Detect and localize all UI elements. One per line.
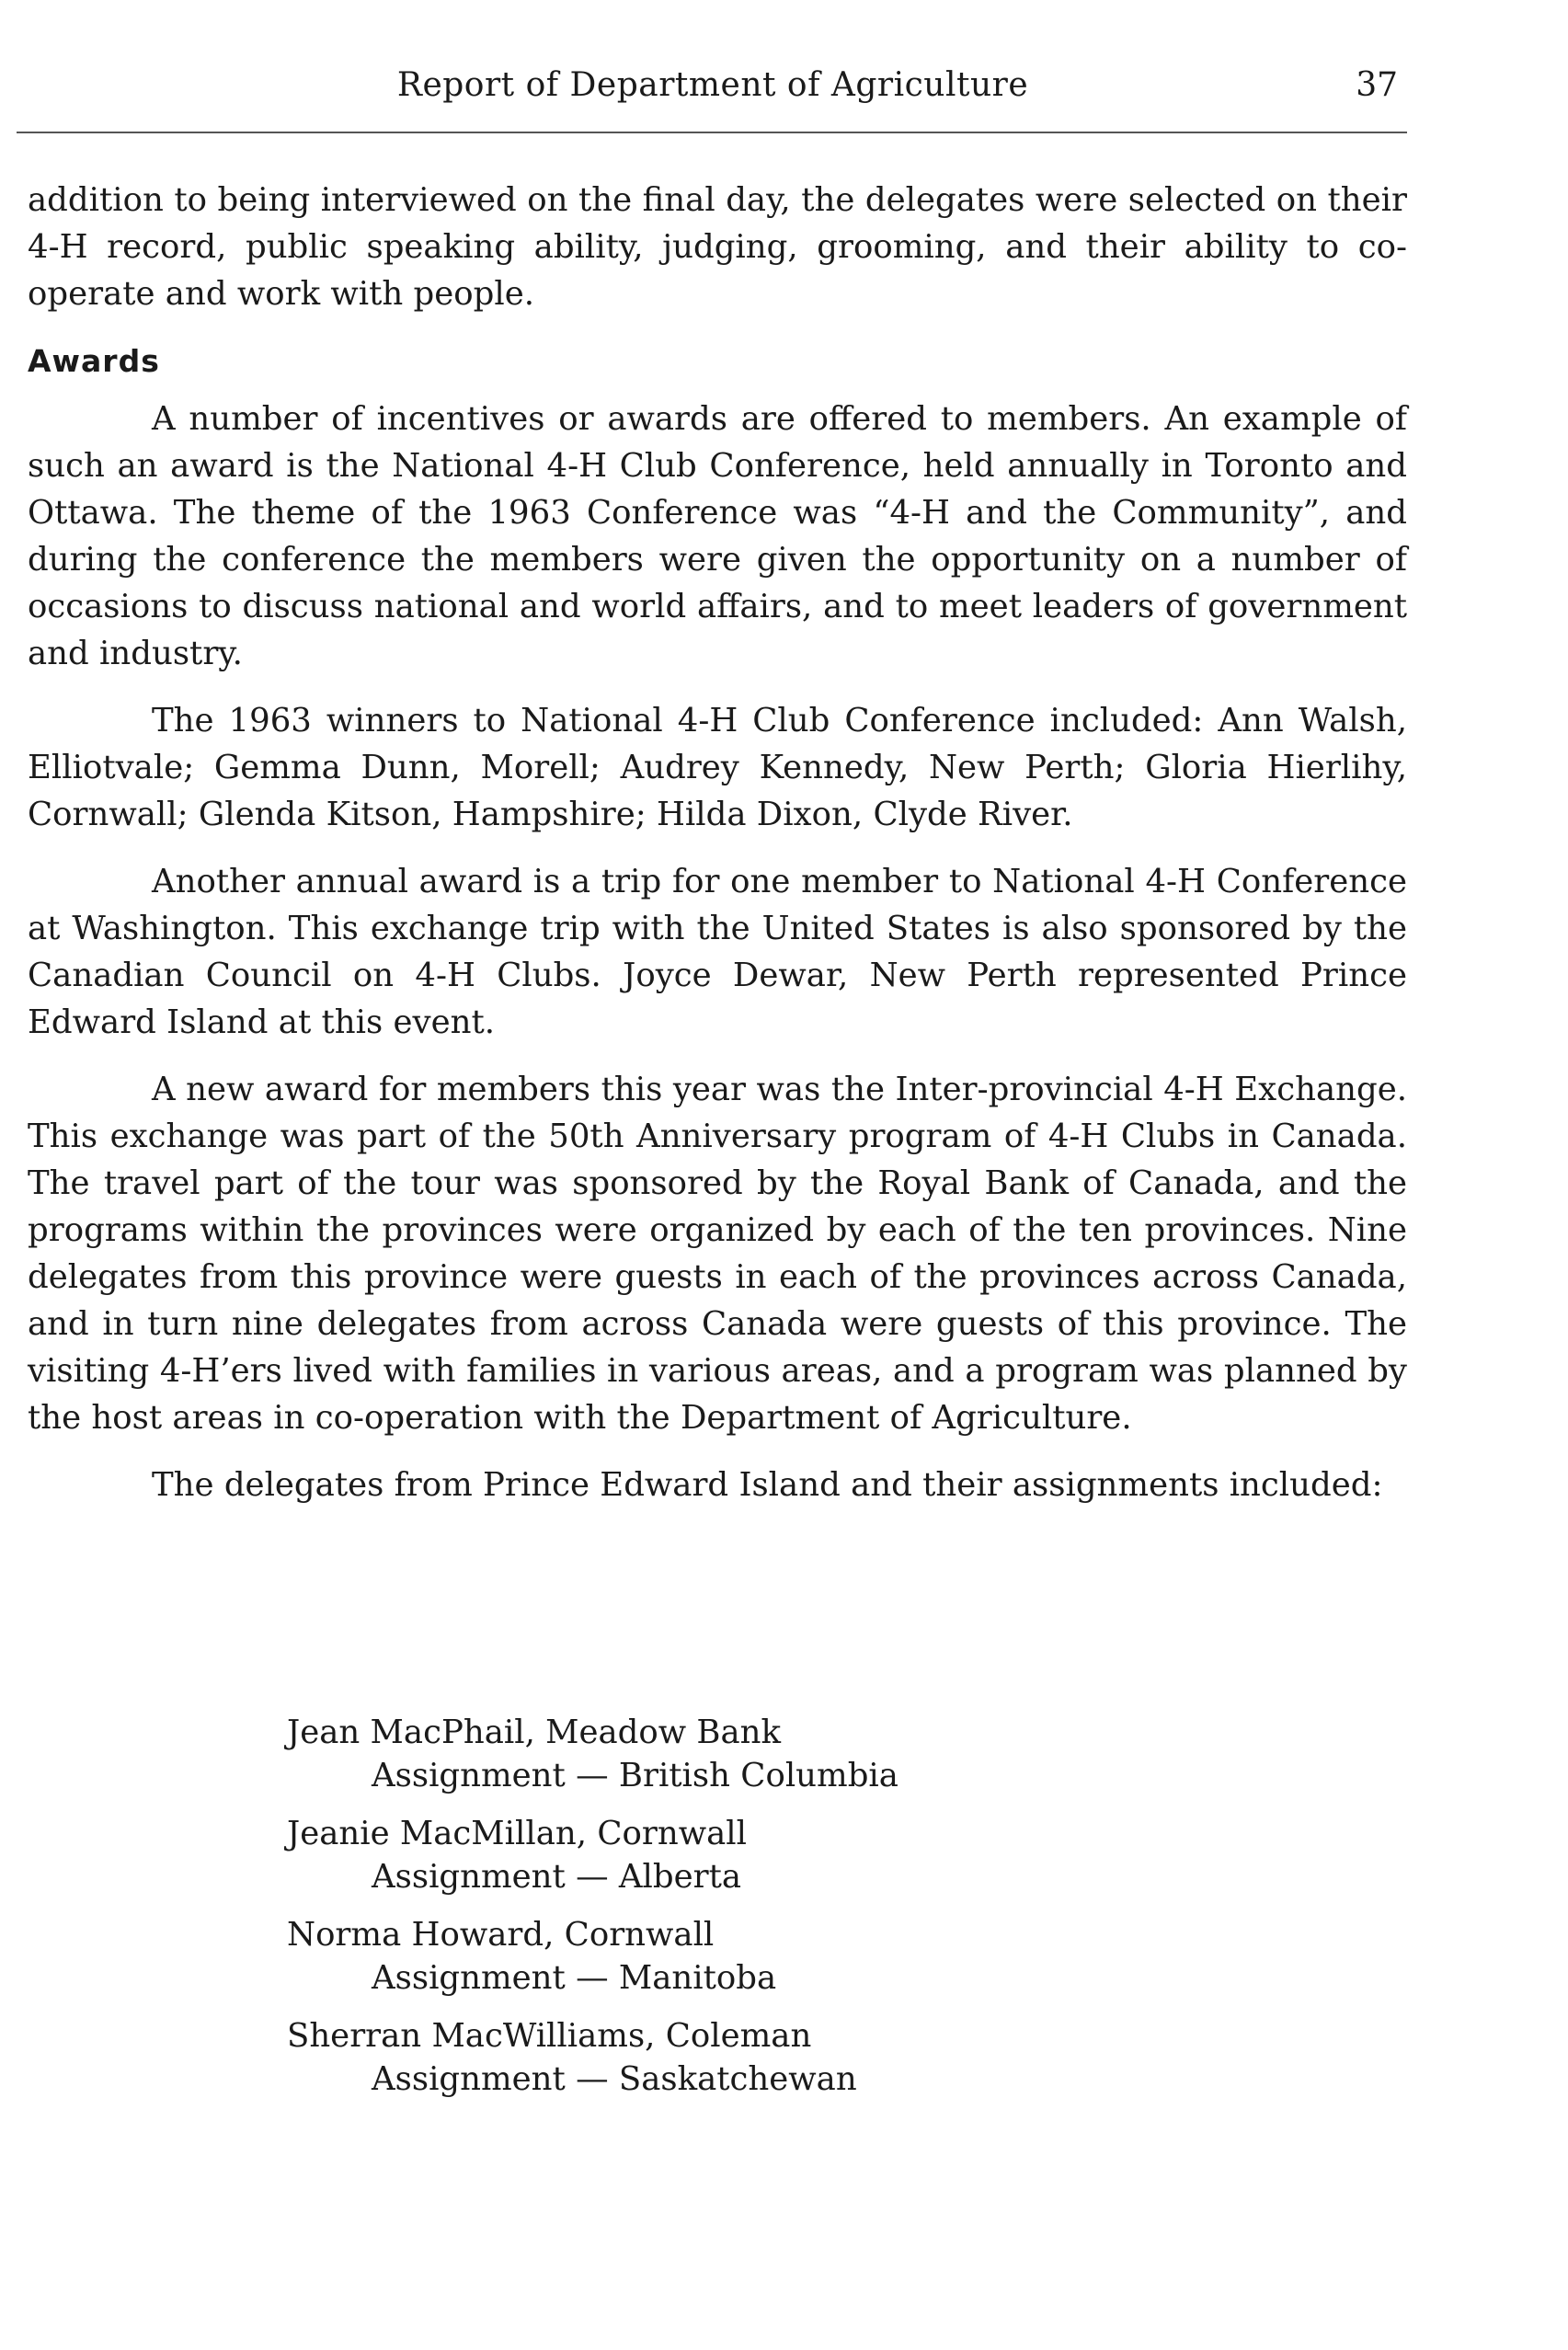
- delegate-list: [287, 1711, 1207, 2115]
- delegate-name: Jean MacPhail, Meadow Bank: [287, 1714, 782, 1751]
- delegate-assignment: Assignment — Manitoba: [372, 1959, 777, 1997]
- paragraph-interprovincial-exchange: A new award for members this year was the Inter-provincial 4-H Exchange. This exchange was part of the 50th Anniversary program of 4-H Clubs in Canada. The travel part of the tour was sponsored by the Royal Bank of Canada, and the programs within the provinces were organized by each of the ten provinces. Nine delegates from this province were guests in each of the provinces across Canada, and in turn nine delegates from across Canada were guests of this province. The visiting 4-H’ers lived with families in various areas, and a program was planned by the host areas in co-operation with the Department of Agriculture.: [28, 1071, 1407, 1437]
- delegate-assignment: Assignment — British Columbia: [372, 1757, 898, 1794]
- body-text: [28, 177, 1407, 1508]
- paragraph-1963-winners: The 1963 winners to National 4-H Club Conference included: Ann Walsh, Elliotvale; Gemma Dunn, Morell; Audrey Kennedy, New Perth; Gloria Hierlihy, Cornwall; Glenda Kitson, Hampshire; Hilda Dixon, Clyde River.: [28, 702, 1407, 833]
- delegate-name: Norma Howard, Cornwall: [287, 1916, 715, 1954]
- intro-paragraph: addition to being interviewed on the final day, the delegates were selected on their 4-H record, public speaking ability, judging, grooming, and their ability to co-operate and work with people.: [28, 181, 1407, 313]
- section-heading-awards: Awards: [28, 343, 160, 379]
- page-number: 37: [1356, 66, 1398, 104]
- running-title: Report of Department of Agriculture: [396, 66, 1029, 104]
- list-item: [287, 1711, 1207, 1797]
- paragraph-washington-trip: Another annual award is a trip for one member to National 4-H Conference at Washington. This exchange trip with the United States is also sponsored by the Canadian Council on 4-H Clubs. Joyce Dewar, New Perth represented Prince Edward Island at this event.: [28, 863, 1407, 1041]
- paragraph-awards-incentives: A number of incentives or awards are offered to members. An example of such an award is the National 4-H Club Conference, held annually in Toronto and Ottawa. The theme of the 1963 Conference was “4-H and the Community”, and during the conference the members were given the opportunity on a number of occasions to discuss national and world affairs, and to meet leaders of government and industry.: [28, 400, 1407, 672]
- running-header: [28, 66, 1398, 121]
- delegate-assignment: Assignment — Saskatchewan: [372, 2060, 857, 2098]
- list-item: [287, 1812, 1207, 1898]
- delegate-assignment: Assignment — Alberta: [372, 1858, 742, 1896]
- list-item: [287, 2014, 1207, 2101]
- list-item: [287, 1913, 1207, 2000]
- delegate-name: Jeanie MacMillan, Cornwall: [287, 1815, 747, 1852]
- header-rule: [17, 132, 1407, 133]
- paragraph-delegates-intro: The delegates from Prince Edward Island and their assignments included:: [152, 1466, 1383, 1504]
- delegate-name: Sherran MacWilliams, Coleman: [287, 2017, 812, 2055]
